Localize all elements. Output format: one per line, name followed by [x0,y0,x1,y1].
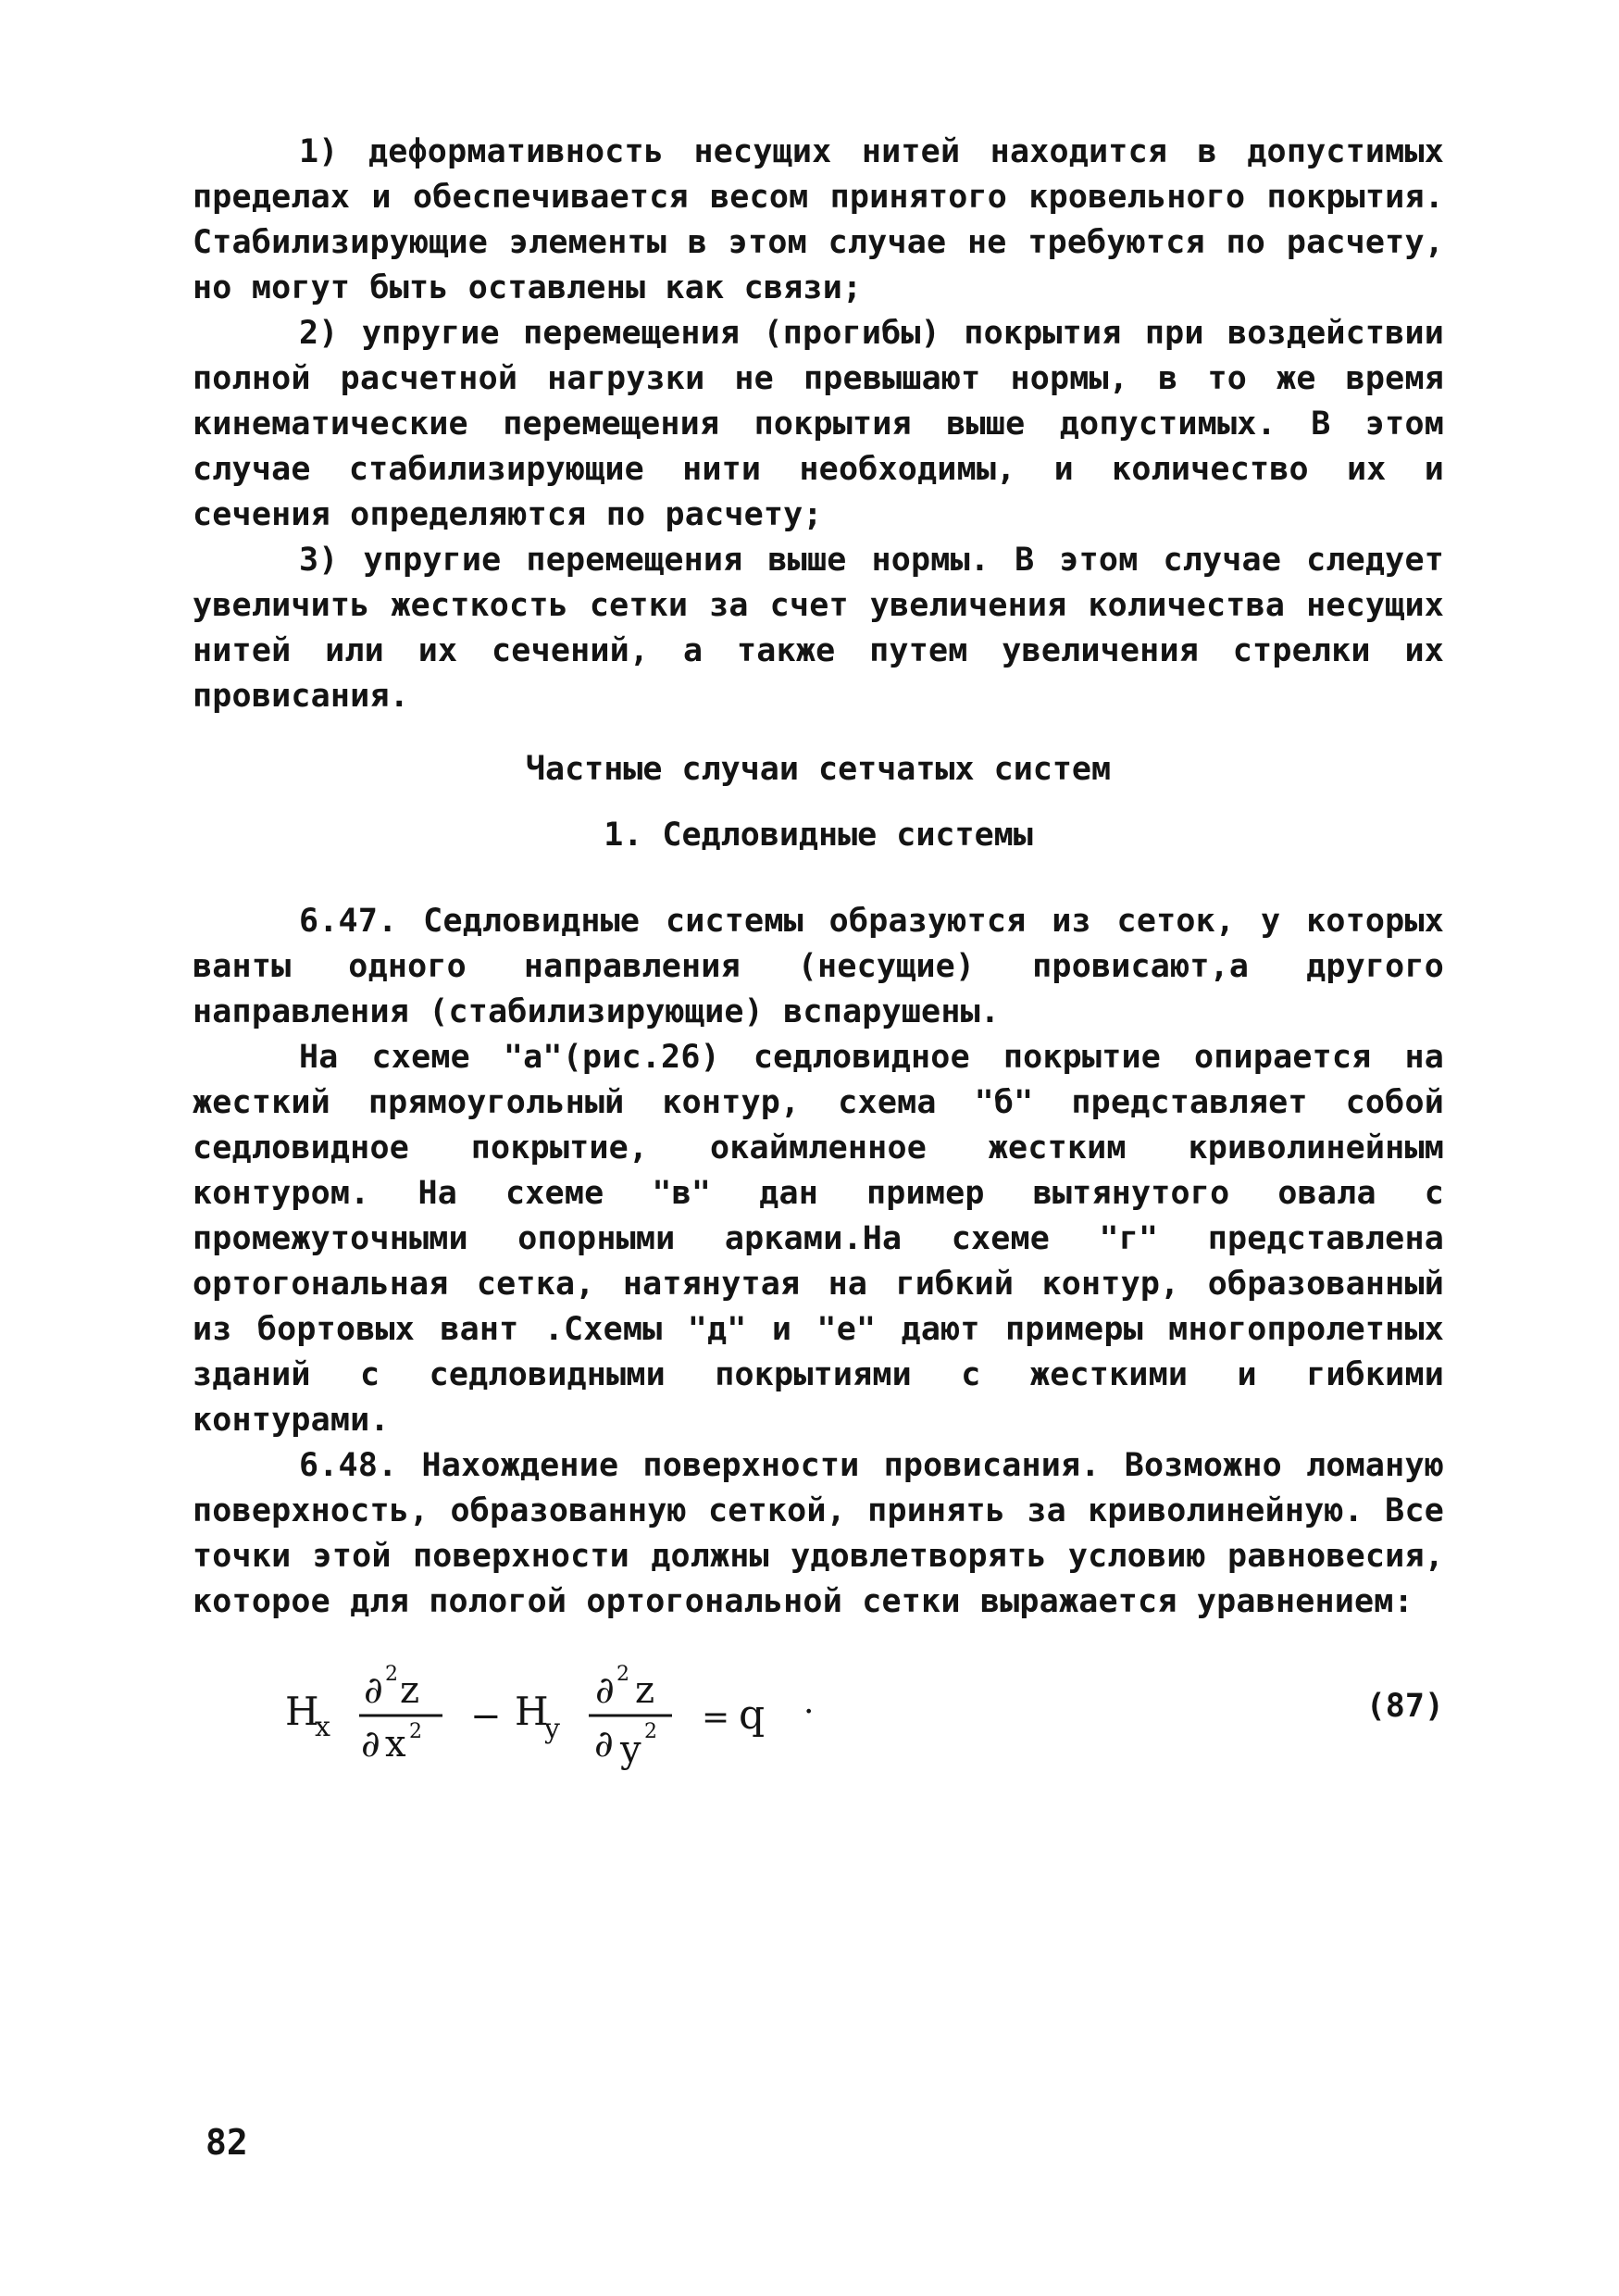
eq-frac2-num-partial: ∂ [595,1669,615,1712]
equation-row [193,1653,1444,1773]
paragraph-schemes: На схеме "а"(рис.26) седловидное покрытие опирается на жесткий прямоугольный контур, схема "б" представляет собой седловидное покрытие, окаймленное жестким криволинейным контуром. На схеме "в" дан пример вытянутого овала с промежуточными опорными арками.На схеме "г" представлена ортогональная сетка, натянутая на гибкий контур, образованный из бортовых вант .Схемы "д" и "е" дают примеры многопролетных зданий с седловидными покрытиями с жесткими и гибкими контурами. [193,1039,1444,1439]
page-content [193,130,1444,1773]
list-item-1: 1) деформативность несущих нитей находится в допустимых пределах и обеспечивается весом принятого кровельного покрытия. Стабилизирующие элементы в этом случае не требуются по расчету, но могут быть оставлены как связи; [193,133,1444,306]
eq-equals: = [702,1699,730,1737]
eq-frac2-num-power: 2 [616,1663,629,1686]
eq-frac1-den-x: x [385,1723,406,1766]
paragraph-6-47: 6.47. Седловидные системы образуются из сеток, у которых ванты одного направления (несущие) провисают,а другого направления (стабилизирующие) вспарушены. [193,903,1444,1030]
eq-H2: H [515,1689,549,1734]
eq-sub-y: y [544,1713,560,1745]
eq-frac1-num-partial: ∂ [364,1669,383,1712]
list-item-2: 2) упругие перемещения (прогибы) покрытия при воздействии полной расчетной нагрузки не превышают нормы, в то же время кинематические перемещения покрытия выше допустимых. В этом случае стабилизирующие нити необходимы, и количество их и сечения определяются по расчету; [193,315,1444,533]
page-number: 82 [205,2122,248,2163]
eq-frac2-num-z: z [635,1669,655,1712]
list-item-3: 3) упругие перемещения выше нормы. В этом случае следует увеличить жесткость сетки за счет увеличения количества несущих нитей или их сечений, а также путем увеличения стрелки их провисания. [193,542,1444,715]
equation-87 [285,1653,989,1773]
eq-frac2-den-partial: ∂ [594,1723,614,1766]
eq-dot: · [803,1693,815,1731]
eq-q: q [739,1691,766,1739]
eq-H1: H [285,1689,319,1734]
eq-frac1-num-z: z [400,1669,420,1712]
equation-number: (87) [1365,1688,1444,1725]
section-heading: Частные случаи сетчатых систем [525,751,1112,788]
eq-sub-x: x [315,1711,330,1743]
paragraph-6-48: 6.48. Нахождение поверхности провисания. Возможно ломаную поверхность, образованную сеткой, принять за криволинейную. Все точки этой поверхности должны удовлетворять условию равновесия, которое для пологой ортогональной сетки выражается уравнением: [193,1447,1444,1620]
eq-frac1-num-power: 2 [385,1663,398,1686]
eq-frac1-den-power: 2 [409,1720,422,1743]
subsection-heading: 1. Седловидные системы [604,817,1033,854]
eq-minus: − [470,1695,502,1738]
eq-frac2-den-y: y [620,1728,641,1771]
eq-frac1-den-partial: ∂ [361,1723,380,1766]
eq-frac2-den-power: 2 [644,1720,657,1743]
